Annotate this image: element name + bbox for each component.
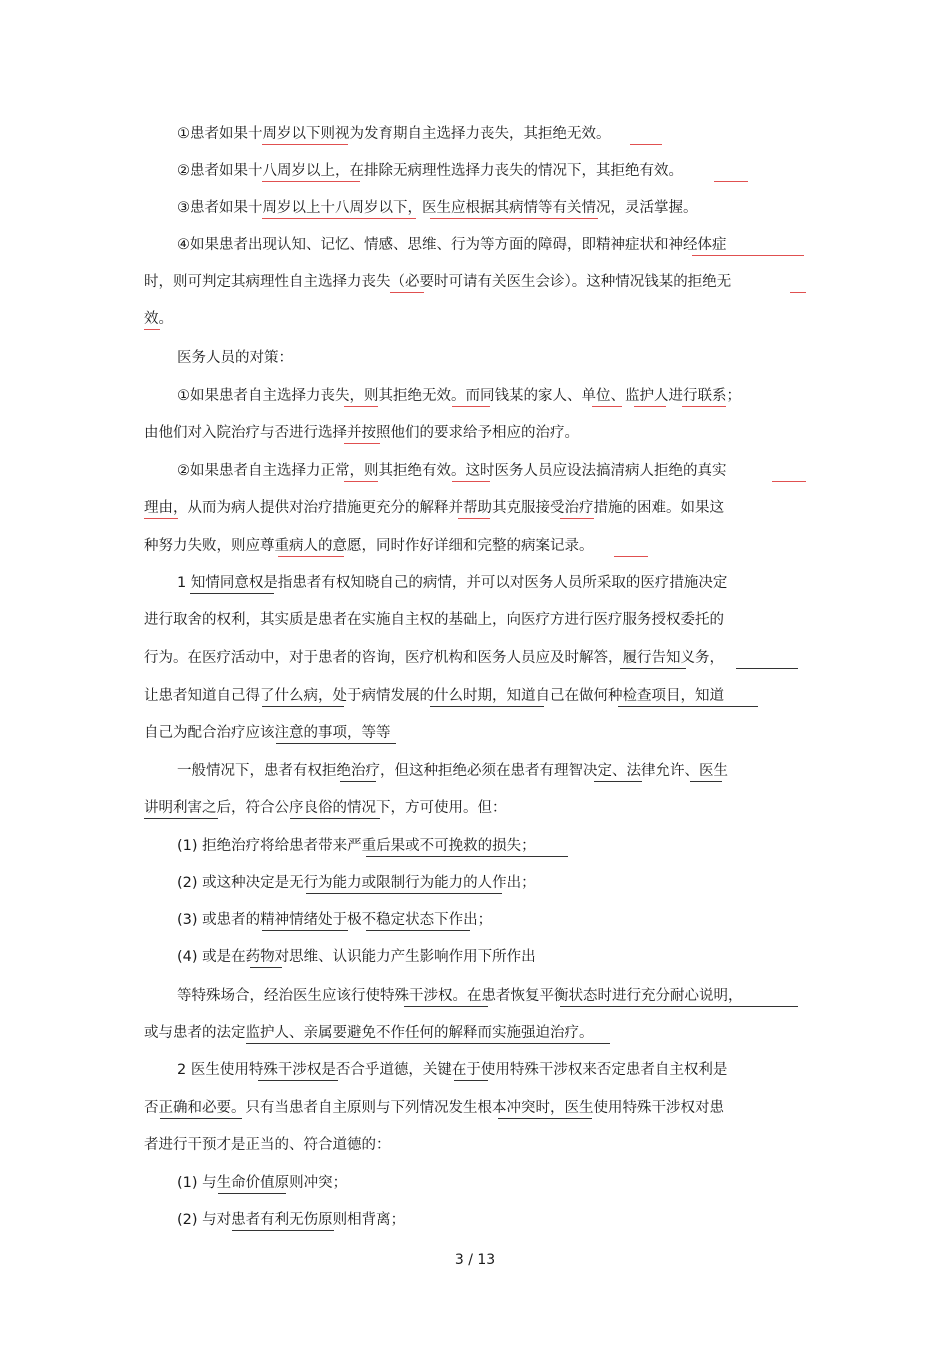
underline-mark	[262, 706, 344, 707]
paragraph-text: (2) 或这种决定是无行为能力或限制行为能力的人作出；	[177, 875, 536, 891]
underline-mark	[390, 292, 424, 293]
underline-mark	[344, 481, 378, 482]
paragraph-text: ④如果患者出现认知、记忆、情感、思维、行为等方面的障碍，即精神症状和神经体症	[177, 237, 727, 253]
underline-mark	[592, 406, 622, 407]
underline-mark	[276, 743, 396, 744]
text-line	[0, 1208, 950, 1232]
underline-mark	[344, 443, 380, 444]
text-line	[0, 1171, 950, 1195]
underline-mark	[454, 1080, 488, 1081]
paragraph-text: 种努力失败，则应尊重病人的意愿，同时作好详细和完整的病案记录。	[144, 538, 594, 554]
text-line	[0, 796, 950, 820]
paragraph-text: 一般情况下，患者有权拒绝治疗，但这种拒绝必须在患者有理智决定、法律允许、医生	[177, 763, 728, 779]
underline-mark	[290, 818, 380, 819]
paragraph-text: ②如果患者自主选择力正常，则其拒绝有效。这时医务人员应设法搞清病人拒绝的真实	[177, 463, 727, 479]
underline-mark	[458, 518, 490, 519]
underline-mark	[258, 1080, 338, 1081]
underline-mark	[366, 930, 470, 931]
paragraph-text: (2) 与对患者有利无伤原则相背离；	[177, 1212, 406, 1228]
paragraph-text: ①如果患者自主选择力丧失，则其拒绝无效。而同钱某的家人、单位、监护人进行联系；	[177, 388, 741, 404]
text-line	[0, 421, 950, 445]
underline-mark	[278, 556, 344, 557]
paragraph-text: 者进行干预才是正当的、符合道德的：	[144, 1137, 391, 1153]
underline-mark	[262, 181, 360, 182]
paragraph-text: ①患者如果十周岁以下则视为发育期自主选择力丧失，其拒绝无效。	[177, 126, 611, 142]
paragraph-text: 效。	[144, 311, 173, 327]
text-line	[0, 534, 950, 558]
text-line	[0, 384, 950, 408]
underline-mark	[190, 593, 274, 594]
text-line	[0, 759, 950, 783]
underline-mark	[246, 1043, 610, 1044]
underline-mark	[340, 781, 376, 782]
underline-mark	[250, 967, 282, 968]
underline-mark	[144, 329, 160, 330]
text-line	[0, 196, 950, 220]
paragraph-text: 2 医生使用特殊干涉权是否合乎道德，关键在于使用特殊干涉权来否定患者自主权利是	[177, 1062, 728, 1078]
paragraph-text: ②患者如果十八周岁以上，在排除无病理性选择力丧失的情况下，其拒绝有效。	[177, 163, 683, 179]
paragraph-text: (1) 拒绝治疗将给患者带来严重后果或不可挽救的损失；	[177, 838, 536, 854]
page-separator: /	[468, 1252, 473, 1268]
text-line	[0, 571, 950, 595]
text-line	[0, 945, 950, 969]
text-line	[0, 871, 950, 895]
underline-mark	[452, 406, 490, 407]
paragraph-text: 时，则可判定其病理性自主选择力丧失（必要时可请有关医生会诊）。这种情况钱某的拒绝无	[144, 274, 732, 290]
underline-mark	[714, 181, 748, 182]
underline-mark	[618, 706, 758, 707]
underline-mark	[306, 893, 502, 894]
text-line	[0, 908, 950, 932]
page-total: 13	[477, 1252, 496, 1268]
underline-mark	[498, 1118, 592, 1119]
underline-mark	[160, 1118, 242, 1119]
underline-mark	[692, 255, 804, 256]
underline-mark	[144, 518, 178, 519]
text-line	[0, 270, 950, 294]
underline-mark	[634, 406, 666, 407]
paragraph-text: (4) 或是在药物对思维、认识能力产生影响作用下所作出	[177, 949, 536, 965]
text-line	[0, 646, 950, 670]
underline-mark	[430, 706, 544, 707]
underline-mark	[630, 144, 662, 145]
text-line	[0, 1133, 950, 1157]
paragraph-text: 进行取舍的权利，其实质是患者在实施自主权的基础上，向医疗方进行医疗服务授权委托的	[144, 612, 724, 628]
paragraph-text: 理由，从而为病人提供对治疗措施更充分的解释并帮助其克服接受治疗措施的困难。如果这	[144, 500, 724, 516]
paragraph-text: 等特殊场合，经治医生应该行使特殊干涉权。在患者恢复平衡状态时进行充分耐心说明，	[177, 988, 743, 1004]
paragraph-text: 或与患者的法定监护人、亲属要避免不作任何的解释而实施强迫治疗。	[144, 1025, 594, 1041]
text-line	[0, 346, 950, 370]
paragraph-text: (1) 与生命价值原则冲突；	[177, 1175, 348, 1191]
text-line	[0, 721, 950, 745]
text-line	[0, 1058, 950, 1082]
paragraph-text: 医务人员的对策：	[177, 350, 293, 366]
underline-mark	[614, 556, 648, 557]
paragraph-text: 行为。在医疗活动中，对于患者的咨询，医疗机构和医务人员应及时解答，履行告知义务，	[144, 650, 724, 666]
underline-mark	[144, 818, 218, 819]
underline-mark	[594, 781, 642, 782]
text-line	[0, 122, 950, 146]
underline-mark	[560, 1006, 798, 1007]
text-line	[0, 984, 950, 1008]
underline-mark	[620, 668, 686, 669]
underline-mark	[560, 518, 594, 519]
underline-mark	[218, 1193, 286, 1194]
underline-mark	[262, 218, 416, 219]
text-line	[0, 459, 950, 483]
text-line	[0, 496, 950, 520]
underline-mark	[232, 1230, 334, 1231]
underline-mark	[344, 406, 378, 407]
underline-mark	[366, 856, 568, 857]
paragraph-text: 讲明利害之后，符合公序良俗的情况下，方可使用。但：	[144, 800, 507, 816]
text-line	[0, 1096, 950, 1120]
underline-mark	[690, 781, 722, 782]
text-line	[0, 159, 950, 183]
paragraph-text: 让患者知道自己得了什么病，处于病情发展的什么时期，知道自己在做何种检查项目，知道	[144, 688, 724, 704]
paragraph-text: 自己为配合治疗应该注意的事项，等等	[144, 725, 391, 741]
paragraph-text: 由他们对入院治疗与否进行选择并按照他们的要求给予相应的治疗。	[144, 425, 579, 441]
paragraph-text: 1 知情同意权是指患者有权知晓自己的病情，并可以对医务人员所采取的医疗措施决定	[177, 575, 728, 591]
underline-mark	[430, 218, 598, 219]
paragraph-text: ③患者如果十周岁以上十八周岁以下，医生应根据其病情等有关情况，灵活掌握。	[177, 200, 698, 216]
text-line	[0, 307, 950, 331]
page-current: 3	[454, 1252, 464, 1268]
underline-mark	[452, 481, 490, 482]
underline-mark	[772, 481, 806, 482]
page-number	[0, 1248, 950, 1272]
underline-mark	[682, 406, 726, 407]
paragraph-text: (3) 或患者的精神情绪处于极不稳定状态下作出；	[177, 912, 493, 928]
underline-mark	[790, 292, 806, 293]
underline-mark	[262, 144, 348, 145]
underline-mark	[262, 930, 348, 931]
underline-mark	[404, 1006, 488, 1007]
paragraph-text: 否正确和必要。只有当患者自主原则与下列情况发生根本冲突时，医生使用特殊干涉权对患	[144, 1100, 724, 1116]
text-line	[0, 1021, 950, 1045]
text-line	[0, 684, 950, 708]
text-line	[0, 608, 950, 632]
text-line	[0, 233, 950, 257]
underline-mark	[736, 668, 798, 669]
text-line	[0, 834, 950, 858]
